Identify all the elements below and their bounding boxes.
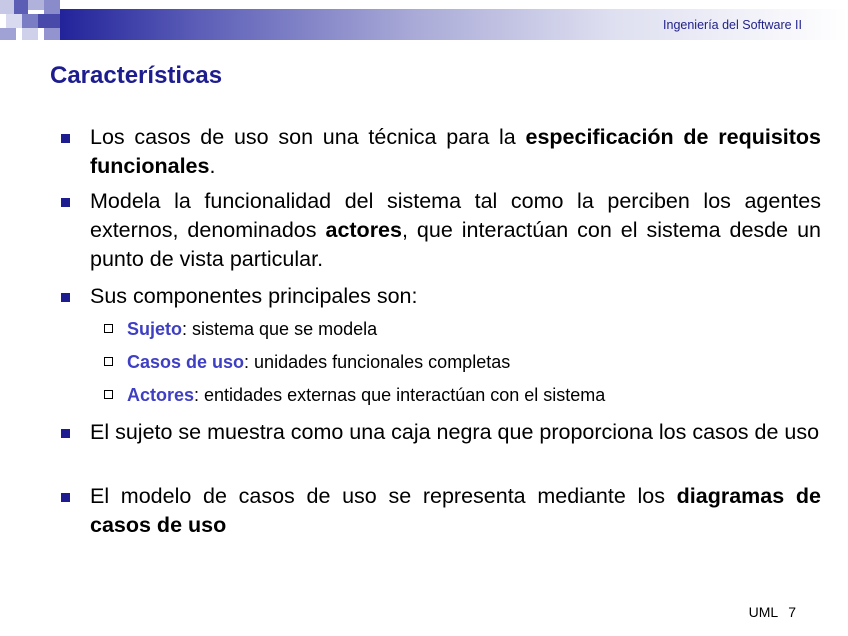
decorative-square bbox=[6, 14, 22, 28]
square-bullet-icon bbox=[61, 493, 70, 502]
bold-term: especificación de requisitos funcionales bbox=[90, 125, 821, 178]
square-bullet-icon bbox=[61, 429, 70, 438]
bullet-item: Los casos de uso son una técnica para la especificación de requisitos funcionales. bbox=[90, 123, 821, 181]
bullet-item: El modelo de casos de uso se representa mediante los diagramas de casos de uso bbox=[90, 482, 821, 540]
header-bar bbox=[0, 0, 848, 50]
decorative-square bbox=[38, 14, 60, 28]
sub-item: Sujeto: sistema que se modela bbox=[127, 317, 817, 341]
course-name: Ingeniería del Software II bbox=[663, 18, 802, 32]
decorative-square bbox=[0, 0, 14, 14]
decorative-square bbox=[0, 28, 16, 40]
square-bullet-icon bbox=[61, 293, 70, 302]
sub-item: Actores: entidades externas que interactúan con el sistema bbox=[127, 383, 817, 407]
slide-title: Características bbox=[50, 62, 223, 89]
hollow-square-bullet-icon bbox=[104, 390, 113, 399]
decorative-square bbox=[28, 0, 44, 10]
sub-item: Casos de uso: unidades funcionales completas bbox=[127, 350, 817, 374]
sub-term: Casos de uso bbox=[127, 352, 245, 372]
bullet-item: Sus componentes principales son: bbox=[90, 282, 821, 311]
decorative-square bbox=[22, 14, 38, 28]
page-number: 7 bbox=[788, 604, 796, 620]
footer-label: UML bbox=[748, 604, 779, 620]
square-bullet-icon bbox=[61, 198, 70, 207]
hollow-square-bullet-icon bbox=[104, 324, 113, 333]
sub-term: Sujeto bbox=[127, 319, 183, 339]
decorative-square bbox=[14, 0, 28, 14]
sub-term: Actores bbox=[127, 385, 195, 405]
bullet-item: El sujeto se muestra como una caja negra que proporciona los casos de uso bbox=[90, 418, 821, 447]
decorative-square bbox=[44, 0, 60, 14]
bullet-item: Modela la funcionalidad del sistema tal como la perciben los agentes externos, denominados actores, que interactúan con el sistema desde un punto de vista particular. bbox=[90, 187, 821, 274]
hollow-square-bullet-icon bbox=[104, 357, 113, 366]
square-bullet-icon bbox=[61, 134, 70, 143]
slide-footer bbox=[739, 604, 796, 620]
bold-term: diagramas de casos de uso bbox=[90, 484, 821, 537]
bold-term: actores bbox=[325, 218, 402, 242]
decorative-square bbox=[44, 28, 60, 40]
decorative-square bbox=[22, 28, 38, 40]
